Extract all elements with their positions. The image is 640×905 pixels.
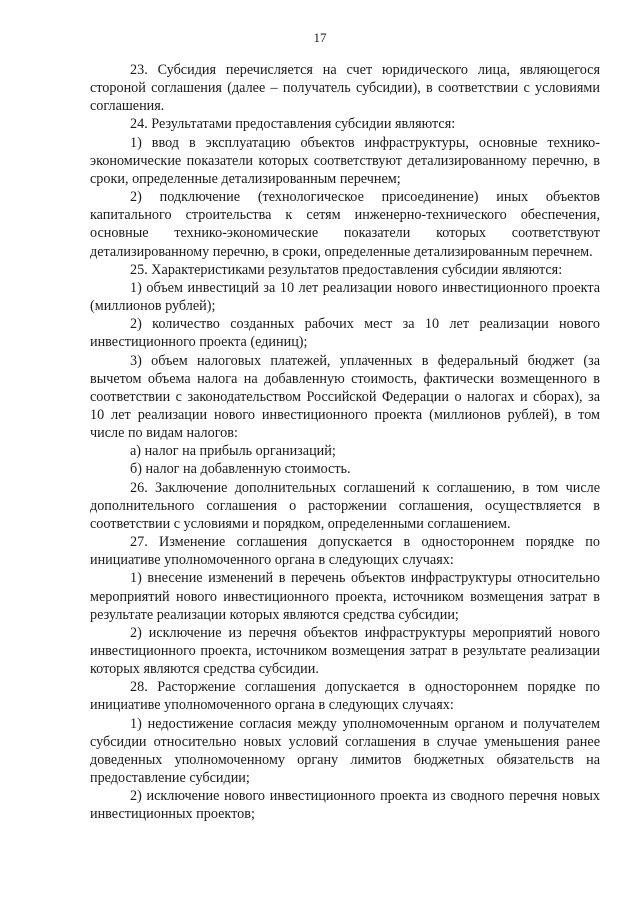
paragraph-28-item-2: 2) исключение нового инвестиционного проекта из сводного перечня новых инвестиционных проектов; — [90, 788, 600, 823]
paragraph-24-item-1: 1) ввод в эксплуатацию объектов инфраструктуры, основные технико-экономические показатели которых соответствуют детализированному перечню, в сроки, определенные детализированным перечнем; — [90, 134, 600, 187]
paragraph-25-item-3: 3) объем налоговых платежей, уплаченных в федеральный бюджет (за вычетом объема налога на добавленную стоимость, фактически возмещенного в соответствии с законодательством Российской Федерации о налогах и сборах), за 10 лет реализации нового инвестиционного проекта (миллионов рублей), в том числе по видам налогов: — [90, 352, 600, 442]
paragraph-25-item-2: 2) количество созданных рабочих мест за 10 лет реализации нового инвестиционного проекта (единиц); — [90, 316, 600, 351]
paragraph-28-item-1: 1) недостижение согласия между уполномоченным органом и получателем субсидии относительно новых условий соглашения в случае уменьшения ранее доведенных уполномоченному органу лимитов бюджетных обязательств на предоставление субсидии; — [90, 715, 600, 787]
paragraph-25-item-3b: б) налог на добавленную стоимость. — [130, 461, 351, 478]
paragraph-28: 28. Расторжение соглашения допускается в одностороннем порядке по инициативе уполномоченного органа в следующих случаях: — [90, 679, 600, 714]
paragraph-27-item-2: 2) исключение из перечня объектов инфраструктуры мероприятий нового инвестиционного проекта, источником возмещения затрат в результате реализации которых являются средства субсидии. — [90, 624, 600, 678]
page-number: 17 — [313, 30, 327, 45]
paragraph-25-item-3a: а) налог на прибыль организаций; — [130, 443, 336, 460]
paragraph-27-item-1: 1) внесение изменений в перечень объектов инфраструктуры относительно мероприятий нового инвестиционного проекта, источником возмещения затрат в результате реализации которых являются средства субсидии; — [90, 570, 600, 623]
paragraph-24: 24. Результатами предоставления субсидии являются: — [130, 116, 456, 133]
paragraph-26: 26. Заключение дополнительных соглашений к соглашению, в том числе дополнительного соглашения о расторжении соглашения, осуществляется в соответствии с условиями и порядком, определенными соглашением. — [90, 479, 600, 532]
paragraph-25-item-1: 1) объем инвестиций за 10 лет реализации нового инвестиционного проекта (миллионов рублей); — [90, 279, 600, 315]
paragraph-23: 23. Субсидия перечисляется на счет юридического лица, являющегося стороной соглашения (далее – получатель субсидии), в соответствии с условиями соглашения. — [90, 62, 600, 115]
document-body — [90, 61, 600, 824]
paragraph-25: 25. Характеристиками результатов предоставления субсидии являются: — [130, 261, 563, 278]
paragraph-24-item-2: 2) подключение (технологическое присоединение) иных объектов капитального строительства к сетям инженерно-технического обеспечения, основные технико-экономические показатели которых соответствуют детализированному перечню, в сроки, определенные детализированным перечнем. — [90, 189, 600, 260]
paragraph-27: 27. Изменение соглашения допускается в одностороннем порядке по инициативе уполномоченного органа в следующих случаях: — [90, 534, 600, 569]
